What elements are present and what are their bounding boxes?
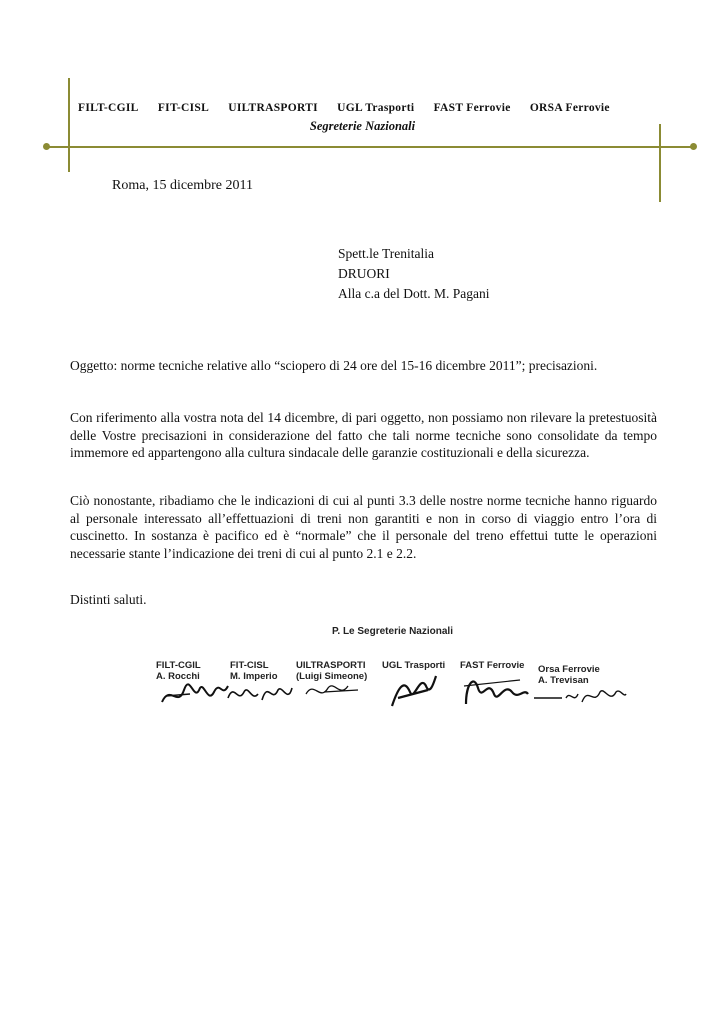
signer-name: A. Rocchi xyxy=(156,671,200,682)
rule-dot-right xyxy=(690,143,697,150)
handwritten-signature xyxy=(226,674,296,714)
recipient-line: DRUORI xyxy=(338,266,390,281)
union-fit-cisl: FIT-CISL xyxy=(157,102,210,114)
closing-salutation: Distinti saluti. xyxy=(70,592,147,607)
letter-date: Roma, 15 dicembre 2011 xyxy=(112,178,254,193)
signer-fit-cisl xyxy=(230,660,278,682)
recipient-block xyxy=(338,244,489,304)
rule-dot-left xyxy=(43,143,50,150)
handwritten-signature xyxy=(302,674,362,710)
signer-name: M. Imperio xyxy=(230,671,278,682)
handwritten-signature xyxy=(460,668,530,712)
union-fast-ferrovie: FAST Ferrovie xyxy=(433,102,511,114)
signature-heading: P. Le Segreterie Nazionali xyxy=(332,626,453,637)
letter-subject: Oggetto: norme tecniche relative allo “sciopero di 24 ore del 15-16 dicembre 2011”; precisazioni. xyxy=(70,358,598,373)
signer-org: FIT-CISL xyxy=(230,660,269,671)
header-rule-left xyxy=(68,78,70,172)
union-list xyxy=(78,102,658,114)
signer-name: A. Trevisan xyxy=(538,675,589,686)
body-paragraph: Con riferimento alla vostra nota del 14 dicembre, di pari oggetto, non possiamo non rilevare la pretestuosità delle Vostre precisazioni in considerazione del fatto che tali norme tecniche sono consolidate da tempo immemore ed appartengono alla cultura sindacale delle garanzie costituzionali e della sicurezza. xyxy=(70,410,657,460)
recipient-line: Spett.le Trenitalia xyxy=(338,246,434,261)
union-uiltrasporti: UILTRASPORTI xyxy=(228,102,318,114)
signer-filt-cgil xyxy=(156,660,201,682)
header-subtitle: Segreterie Nazionali xyxy=(309,119,416,133)
header-rule xyxy=(46,146,694,148)
union-filt-cgil: FILT-CGIL xyxy=(78,102,139,114)
union-orsa-ferrovie: ORSA Ferrovie xyxy=(529,102,610,114)
signer-fast-ferrovie xyxy=(460,660,524,671)
signer-orsa-ferrovie xyxy=(538,664,600,686)
signer-org: FAST Ferrovie xyxy=(460,660,525,671)
signer-org: UGL Trasporti xyxy=(382,660,446,671)
signature-block xyxy=(150,624,640,724)
body-paragraph: Ciò nonostante, ribadiamo che le indicazioni di cui al punti 3.3 delle nostre norme tecniche hanno riguardo al personale interessato all’effettuazioni di treni non garantiti e non in corso di viaggio entro l’ora di cuscinetto. In sostanza è pacifico ed è “normale” che il personale del treno effettui tutte le operazioni necessarie stante l’indicazione dei treni di cui al punto 2.1 e 2.2. xyxy=(70,493,657,561)
signer-name: (Luigi Simeone) xyxy=(296,671,368,682)
signer-ugl-trasporti xyxy=(382,660,445,671)
union-ugl-trasporti: UGL Trasporti xyxy=(337,102,415,114)
signer-org: FILT-CGIL xyxy=(156,660,201,671)
recipient-line: Alla c.a del Dott. M. Pagani xyxy=(338,286,490,301)
signer-org: UILTRASPORTI xyxy=(296,660,366,671)
handwritten-signature xyxy=(532,684,628,708)
signer-org: Orsa Ferrovie xyxy=(538,664,600,675)
signer-uiltrasporti xyxy=(296,660,367,682)
handwritten-signature xyxy=(160,674,230,714)
header-rule-right xyxy=(659,124,661,202)
handwritten-signature xyxy=(388,668,438,712)
